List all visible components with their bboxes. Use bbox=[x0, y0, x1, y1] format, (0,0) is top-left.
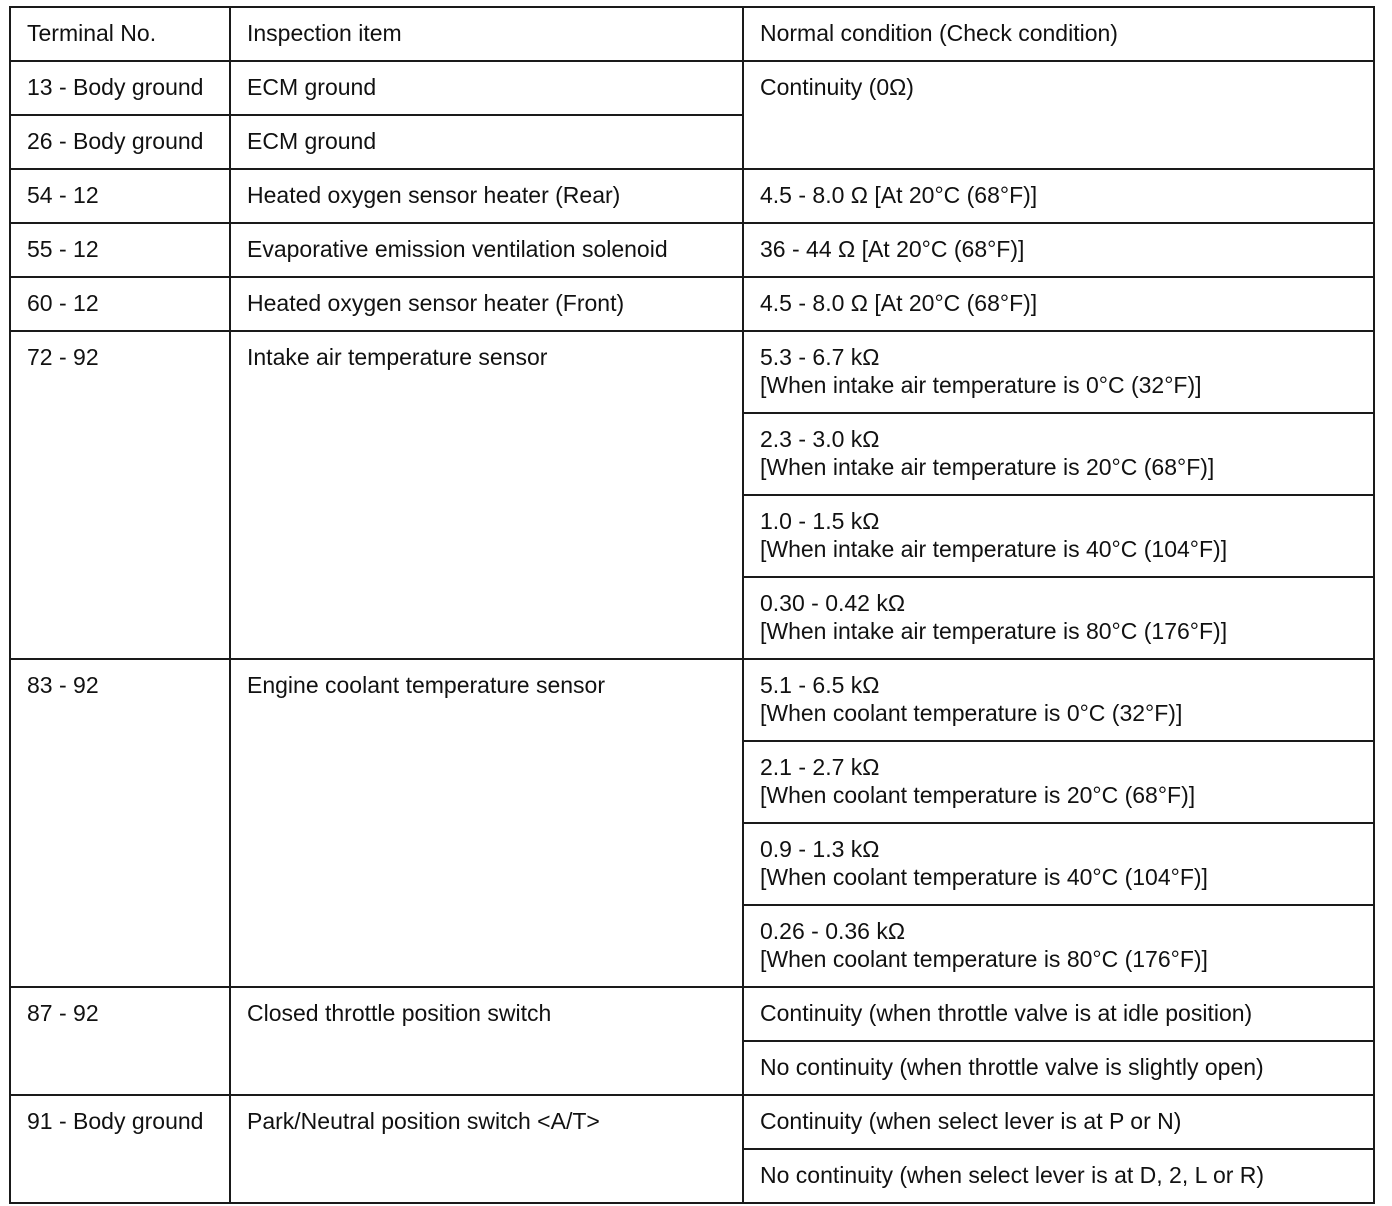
terminal-cell: 60 - 12 bbox=[10, 277, 230, 331]
condition-cell bbox=[743, 577, 1374, 659]
condition-value: 0.30 - 0.42 kΩ bbox=[760, 590, 906, 616]
inspection-item-cell: ECM ground bbox=[230, 115, 743, 169]
inspection-item-cell: Closed throttle position switch bbox=[230, 987, 743, 1095]
condition-cell bbox=[743, 741, 1374, 823]
terminal-cell: 87 - 92 bbox=[10, 987, 230, 1095]
condition-cell: Continuity (when throttle valve is at idle position) bbox=[743, 987, 1374, 1041]
condition-cell: 36 - 44 Ω [At 20°C (68°F)] bbox=[743, 223, 1374, 277]
condition-value: 5.1 - 6.5 kΩ bbox=[760, 672, 880, 698]
table-row bbox=[10, 331, 1374, 413]
condition-value: 2.1 - 2.7 kΩ bbox=[760, 754, 880, 780]
condition-cell bbox=[743, 331, 1374, 413]
inspection-item-cell: Heated oxygen sensor heater (Rear) bbox=[230, 169, 743, 223]
condition-note: [When coolant temperature is 40°C (104°F)] bbox=[760, 864, 1208, 890]
terminal-cell: 54 - 12 bbox=[10, 169, 230, 223]
terminal-cell: 72 - 92 bbox=[10, 331, 230, 659]
inspection-item-cell: Intake air temperature sensor bbox=[230, 331, 743, 659]
condition-cell: No continuity (when select lever is at D, 2, L or R) bbox=[743, 1149, 1374, 1203]
condition-cell: Continuity (0Ω) bbox=[743, 61, 1374, 169]
inspection-item-cell: Heated oxygen sensor heater (Front) bbox=[230, 277, 743, 331]
header-terminal: Terminal No. bbox=[10, 7, 230, 61]
condition-note: [When intake air temperature is 0°C (32°F)] bbox=[760, 372, 1202, 398]
inspection-item-cell: ECM ground bbox=[230, 61, 743, 115]
condition-note: [When coolant temperature is 0°C (32°F)] bbox=[760, 700, 1183, 726]
header-normal-condition: Normal condition (Check condition) bbox=[743, 7, 1374, 61]
condition-cell bbox=[743, 413, 1374, 495]
table-row bbox=[10, 61, 1374, 115]
terminal-cell: 55 - 12 bbox=[10, 223, 230, 277]
table-row bbox=[10, 659, 1374, 741]
condition-note: [When intake air temperature is 80°C (176°F)] bbox=[760, 618, 1228, 644]
condition-cell bbox=[743, 823, 1374, 905]
condition-value: 5.3 - 6.7 kΩ bbox=[760, 344, 880, 370]
terminal-cell: 13 - Body ground bbox=[10, 61, 230, 115]
condition-value: 0.9 - 1.3 kΩ bbox=[760, 836, 880, 862]
condition-cell: 4.5 - 8.0 Ω [At 20°C (68°F)] bbox=[743, 277, 1374, 331]
condition-note: [When intake air temperature is 40°C (104°F)] bbox=[760, 536, 1228, 562]
inspection-item-cell: Park/Neutral position switch <A/T> bbox=[230, 1095, 743, 1203]
condition-cell bbox=[743, 659, 1374, 741]
table-row bbox=[10, 223, 1374, 277]
condition-value: 2.3 - 3.0 kΩ bbox=[760, 426, 880, 452]
condition-note: [When coolant temperature is 20°C (68°F)] bbox=[760, 782, 1196, 808]
terminal-cell: 83 - 92 bbox=[10, 659, 230, 987]
header-row bbox=[10, 7, 1374, 61]
condition-cell: No continuity (when throttle valve is slightly open) bbox=[743, 1041, 1374, 1095]
condition-value: 0.26 - 0.36 kΩ bbox=[760, 918, 906, 944]
condition-note: [When coolant temperature is 80°C (176°F)] bbox=[760, 946, 1208, 972]
table-row bbox=[10, 987, 1374, 1041]
inspection-item-cell: Engine coolant temperature sensor bbox=[230, 659, 743, 987]
condition-cell bbox=[743, 905, 1374, 987]
table-row bbox=[10, 169, 1374, 223]
terminal-inspection-table bbox=[9, 6, 1375, 1204]
condition-cell: Continuity (when select lever is at P or N) bbox=[743, 1095, 1374, 1149]
table-row bbox=[10, 277, 1374, 331]
terminal-cell: 91 - Body ground bbox=[10, 1095, 230, 1203]
condition-cell: 4.5 - 8.0 Ω [At 20°C (68°F)] bbox=[743, 169, 1374, 223]
condition-cell bbox=[743, 495, 1374, 577]
inspection-item-cell: Evaporative emission ventilation solenoid bbox=[230, 223, 743, 277]
terminal-cell: 26 - Body ground bbox=[10, 115, 230, 169]
header-inspection-item: Inspection item bbox=[230, 7, 743, 61]
condition-note: [When intake air temperature is 20°C (68°F)] bbox=[760, 454, 1215, 480]
condition-value: 1.0 - 1.5 kΩ bbox=[760, 508, 880, 534]
table-row bbox=[10, 1095, 1374, 1149]
